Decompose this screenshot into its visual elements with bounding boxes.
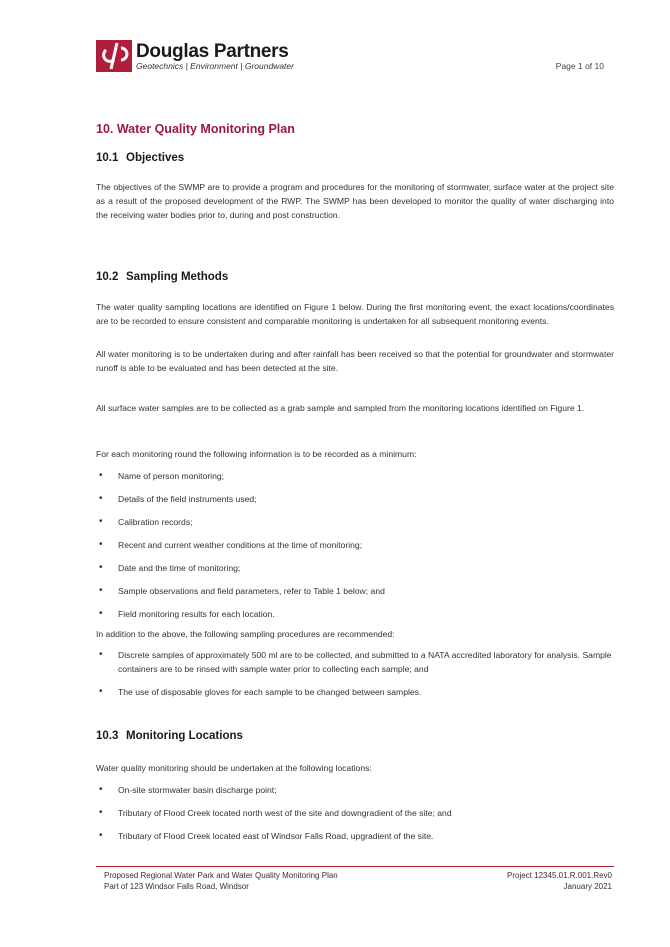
sampling-paragraph-2: All water monitoring is to be undertaken during and after rainfall has been received so that the potential for groundwater and stormwater runoff is able to be evaluated and has been detected at the site. [96, 349, 614, 373]
objectives-paragraph: The objectives of the SWMP are to provide a program and procedures for the monitoring of stormwater, surface water at the project site as a result of the proposed development of the RWP. The SWMP has been developed to monitor the quality of water discharging into the receiving water bodies prior to, during and post construction. [96, 182, 614, 220]
sampling-procedures-intro: In addition to the above, the following sampling procedures are recommended: [96, 629, 395, 639]
sampling-paragraph-1: The water quality sampling locations are identified on Figure 1 below. During the first monitoring event, the exact locations/coordinates are to be recorded to ensure consistent and comparable monitoring is undertaken for all subsequent monitoring events. [96, 302, 614, 326]
sampling-paragraph-3: All surface water samples are to be collected as a grab sample and sampled from the monitoring locations identified on Figure 1. [96, 403, 585, 413]
sampling-paragraph-4: For each monitoring round the following information is to be recorded as a minimum: [96, 449, 417, 459]
sampling-record-list [96, 469, 614, 630]
subsection-title: Objectives [126, 152, 185, 164]
section-heading: 10. Water Quality Monitoring Plan [96, 122, 295, 136]
footer-project-number: Project 12345.01.R.001.Rev0 [507, 871, 612, 880]
list-item: • Recent and current weather conditions at the time of monitoring; [96, 538, 614, 552]
footer-project-title: Proposed Regional Water Park and Water Quality Monitoring Plan [104, 871, 338, 880]
list-item: • Tributary of Flood Creek located east of Windsor Falls Road, upgradient of the site. [96, 829, 614, 843]
douglas-partners-logo-icon [96, 40, 132, 72]
page-number: Page 1 of 10 [555, 61, 604, 71]
list-item: • Discrete samples of approximately 500 ml are to be collected, and submitted to a NATA accredited laboratory for analysis. Sample containers are to be rinsed with sample water prior to collecting each sample; and [96, 648, 614, 676]
footer-divider [96, 866, 614, 867]
company-name: Douglas Partners [136, 40, 289, 62]
locations-intro: Water quality monitoring should be undertaken at the following locations: [96, 763, 372, 773]
footer-project-reference [507, 870, 612, 892]
footer-project-info [104, 870, 338, 892]
subsection-heading-objectives [96, 152, 184, 164]
list-item: • The use of disposable gloves for each sample to be changed between samples. [96, 685, 614, 699]
list-item: • Field monitoring results for each location. [96, 607, 614, 621]
monitoring-locations-list [96, 783, 614, 852]
subsection-title: Monitoring Locations [126, 730, 243, 742]
list-item: • Calibration records; [96, 515, 614, 529]
list-item: • On-site stormwater basin discharge point; [96, 783, 614, 797]
subsection-number: 10.2 [96, 271, 119, 283]
subsection-number: 10.1 [96, 152, 119, 164]
footer-site-address: Part of 123 Windsor Falls Road, Windsor [104, 882, 249, 891]
subsection-heading-monitoring-locations [96, 730, 243, 742]
subsection-title: Sampling Methods [126, 271, 229, 283]
list-item: • Name of person monitoring; [96, 469, 614, 483]
company-tagline: Geotechnics | Environment | Groundwater [136, 60, 294, 71]
sampling-procedures-list [96, 648, 614, 708]
company-logo [96, 40, 294, 72]
footer-date: January 2021 [563, 882, 612, 891]
subsection-number: 10.3 [96, 730, 119, 742]
list-item: • Date and the time of monitoring; [96, 561, 614, 575]
list-item: • Details of the field instruments used; [96, 492, 614, 506]
list-item: • Tributary of Flood Creek located north west of the site and downgradient of the site; and [96, 806, 614, 820]
list-item: • Sample observations and field parameters, refer to Table 1 below; and [96, 584, 614, 598]
subsection-heading-sampling-methods [96, 271, 228, 283]
